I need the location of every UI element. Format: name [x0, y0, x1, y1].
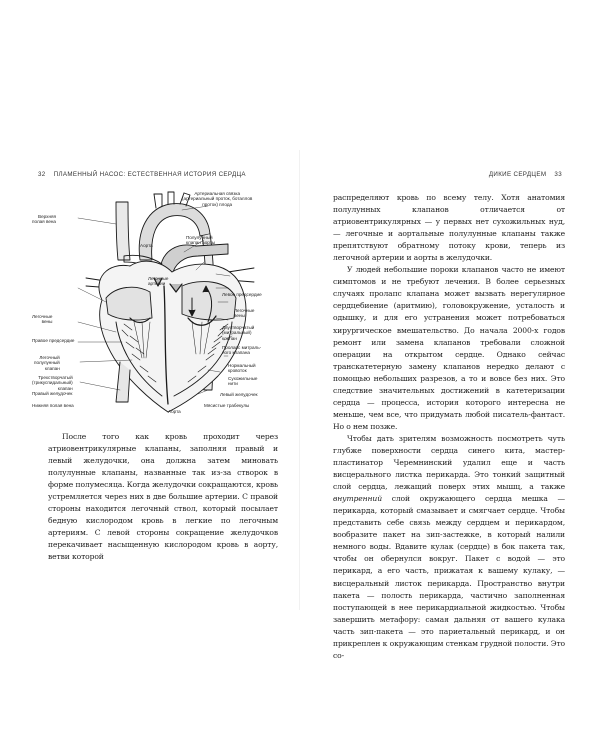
label-mitral-prolapse: Пролапс митраль- ного клапана: [222, 345, 262, 356]
right-body-text: [333, 192, 565, 662]
label-normal-blood-flow: Нормальный кровоток: [228, 363, 256, 374]
label-right-ventricle: Правый желудочек: [32, 391, 73, 396]
label-pulmonary-arteries: Легочные артерии: [148, 276, 169, 287]
label-superior-vena-cava: Верхняя полая вена: [32, 214, 56, 225]
running-head-title-right: ДИКИЕ СЕРДЦЕМ: [488, 171, 547, 178]
label-trabeculae-carneae: Мясистые трабекулы: [204, 403, 250, 408]
heart-diagram: [32, 190, 282, 415]
paragraph: У людей небольшие пороки клапанов часто не имеют симптомов и не требуют лечения. В более серьезных случаях пролапс клапана может вызвать нерегулярное сердцебиение (аритмию), головокружение, усталость и одышку, и для его устранения может потребоваться хирургическое вмешательство. До начала 2000-х годов ремонт или замена клапанов требовали сложной операции на открытом сердце. Однако сейчас транскатетерную замену клапанов нередко делают с помощью небольших разрезов, а то и вовсе без них. Это следствие значительных достижений в катетеризации сердца — процесса, история которого интересна не меньше, чем все, что придумать любой писатель-фантаст. Но о нем позже.: [333, 265, 565, 431]
paragraph-text: слой окружающего сердца мешка — перикарда, который смазывает и смягчает сердце. Чтобы представить себе связь между сердцем и перикардом, вообразите пакет на зип-застежке, в который налили немного воды. Вдавите кулак (сердце) в бок пакета так, чтобы он обернулся вокруг. Пакет с водой — это перикард, а его часть, прижатая к вашему кулаку, — висцеральный листок перикарда. Пространство внутри пакета — полость перикарда, частично заполненная поступающей в нее перикардиальной жидкостью. Чтобы завершить метафору: самая дальняя от вашего кулака часть зип-пакета — это париетальный перикард, и он прикреплен к окружающим стенкам грудной полости. Это со-: [333, 494, 565, 660]
label-aorta-top: Аорта: [140, 243, 153, 248]
left-body-text: [48, 431, 278, 564]
running-head-right: [489, 171, 568, 178]
label-pulmonary-veins-left: Легочные вены: [234, 308, 255, 319]
label-mitral-valve: Двустворчатый (митральный) клапан: [222, 325, 255, 341]
label-pulmonary-semilunar-valve: Легочный полулунный клапан: [34, 355, 60, 371]
label-inferior-vena-cava: Нижняя полая вена: [32, 403, 74, 408]
paragraph: После того как кровь проходит через атриовентрикулярные клапаны, заполняя правый и левый желудочки, она должна затем миновать полулунные клапаны, названные так из-за створок в форме полумесяца. Когда желудочки сокращаются, кровь устремляется через них в две большие артерии. С правой стороны находится легочный ствол, который посылает бедную кислородом кровь в легкие по легочным артериям. С левой стороны сокращение желудочков перекачивает насыщенную кислородом кровь в аорту, ветви которой: [48, 432, 278, 562]
label-right-atrium: Правое предсердие: [32, 338, 75, 343]
page-number-left: 32: [38, 171, 46, 178]
emphasis: внутренний: [333, 494, 382, 504]
page-number-right: 33: [554, 171, 562, 178]
label-left-ventricle: Левый желудочек: [220, 392, 258, 397]
running-head-left: [32, 171, 246, 178]
paragraph: [333, 433, 565, 662]
running-head-title-left: ПЛАМЕННЫЙ НАСОС: ЕСТЕСТВЕННАЯ ИСТОРИЯ СЕРДЦА: [53, 171, 246, 178]
label-pulmonary-veins-right: Легочные вены: [32, 314, 53, 325]
label-left-atrium: Левое предсердие: [222, 292, 262, 297]
label-aorta-bottom: Аорта: [168, 409, 181, 414]
label-ligamentum-arteriosum: Артериальная связка (артериальный проток, боталлов проток) плода: [182, 191, 253, 207]
label-tricuspid-valve: Трехстворчатый (трикуспидальный) клапан: [32, 375, 73, 391]
label-chordae-tendineae: Сухожильные нити: [228, 376, 258, 387]
label-aortic-semilunar-valve: Полулунный клапан аорты: [186, 235, 216, 246]
right-page: [300, 0, 600, 750]
paragraph-text: Чтобы дать зрителям возможность посмотреть чуть глубже поверхности сердца синего кита, мастер-пластинатор Черемнинский удалил еще и часть висцерального листка перикарда. Это тонкий защитный слой сердца, лежащий поверх этих мышц, а также: [333, 433, 565, 492]
paragraph: распределяют кровь по всему телу. Хотя анатомия полулунных клапанов отличается от атриовентрикулярных — у первых нет сухожильных нуд, — легочные и аортальные полулунные клапаны также препятствуют обратному потоку крови, теперь из легочной артерии и аорты в желудочки.: [333, 193, 565, 263]
